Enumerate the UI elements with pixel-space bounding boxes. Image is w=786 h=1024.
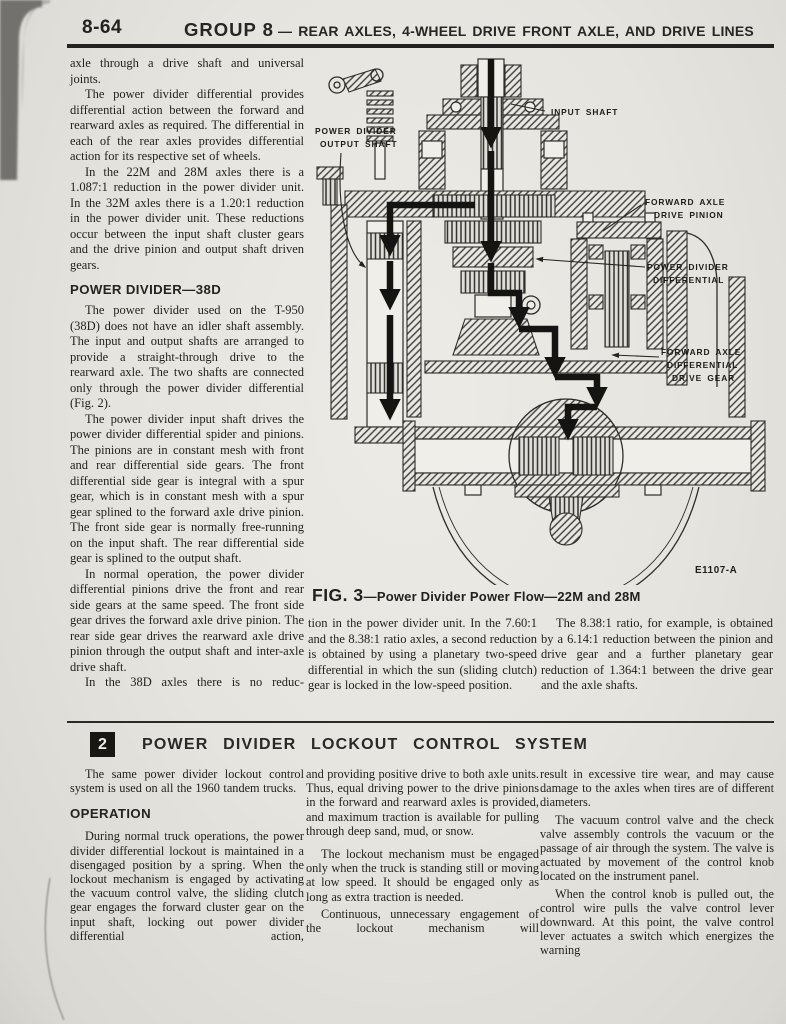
paragraph: Continuous, unnecessary engagement of the lockout mechanism will	[306, 906, 539, 936]
callout-output-shaft-line2: OUTPUT SHAFT	[320, 139, 398, 149]
section2-column-2	[306, 767, 539, 935]
left-column	[70, 56, 304, 691]
paragraph: When the control knob is pulled out, the control wire pulls the valve control lever downward. At this point, the valve control lever actuates a switch which energizes the warning	[540, 886, 774, 958]
below-figure-right-column	[541, 616, 773, 694]
header-group-subject: — REAR AXLES, 4-WHEEL DRIVE FRONT AXLE, AND DRIVE LINES	[277, 23, 754, 39]
forward-axle-differential	[403, 399, 765, 585]
page-number: 8-64	[82, 17, 123, 38]
scan-corner-shadow	[0, 0, 50, 180]
paragraph: In normal operation, the power divider differential pinions drive the front and rear side gears at the same speed. The front side gear drives the forward axle drive pinion. The rear side gear drives the rearward axle drive pinion through the output shaft and inter-axle drive shaft.	[70, 566, 304, 674]
section-2-header	[90, 732, 588, 757]
callout-drive-pinion-line1: FORWARD AXLE	[645, 197, 726, 207]
callout-diff-drive-gear-line3: DRIVE GEAR	[672, 373, 736, 383]
paragraph: The 8.38:1 ratio, for example, is obtained by a 6.14:1 reduction between the pinion and drive gear and a further planetary gear reduction of 1.364:1 between the drive gear and the axle shafts.	[541, 616, 773, 692]
paragraph: The lockout mechanism must be engaged only when the truck is standing still or moving at low speed. It should be engaged only as long as extra traction is needed.	[306, 847, 539, 904]
subsection-heading: POWER DIVIDER—38D	[70, 282, 222, 297]
paragraph: In the 38D axles there is no reduc-	[85, 675, 304, 689]
paragraph: The power divider input shaft drives the power divider differential spider and pinions. The pinions are in constant mesh with front and rear differential side gears. The front differential side gear is integral with a spur gear, which is in constant mesh with a spur gear splined to the forward axle drive pinion. The front side gear is normally free-running on the input shaft. The rear differential side gear is splined to the output shaft.	[70, 411, 304, 565]
callout-output-shaft-line1: POWER DIVIDER	[315, 126, 397, 136]
section-divider-rule	[67, 721, 774, 723]
callout-diff-drive-gear-line1: FORWARD AXLE	[661, 347, 742, 357]
paragraph: tion in the power divider unit. In the 7.60:1 and the 8.38:1 ratio axles, a second reduction is obtained by using a planetary two-speed differential in which the sun (sliding clutch) gear is locked in the low-speed position.	[308, 616, 537, 692]
paragraph: axle through a drive shaft and universal joints.	[70, 56, 304, 86]
callout-diff-drive-gear-line2: DIFFERENTIAL	[667, 360, 739, 370]
paragraph: The same power divider lockout control system is used on all the 1960 tandem trucks.	[70, 767, 304, 796]
paragraph: During normal truck operations, the power divider differential lockout is maintained in a disengaged position by a spring. When the lockout mechanism is engaged by activating the vacuum control valve, the sliding clutch gear engages the forward cluster gear on the input shaft, locking out power divider differential action,	[70, 829, 304, 943]
header-group-label: GROUP 8	[184, 19, 274, 40]
paragraph: result in excessive tire wear, and may cause damage to the axles when tires are of different diameters.	[540, 767, 774, 810]
below-figure-middle-column	[308, 616, 537, 694]
shift-linkage	[317, 69, 393, 205]
figure-diagram-power-divider-cross-section	[315, 55, 775, 585]
figure-number: FIG. 3	[312, 585, 364, 605]
figure-caption	[312, 585, 640, 606]
header-title	[184, 19, 754, 41]
paragraph: In the 22M and 28M axles there is a 1.087:1 reduction in the power divider unit. In the 32M axles there is a 1.20:1 reduction in the power divider unit. These reductions occur between the input shaft cluster gears and the drive pinion and output shaft driven gears.	[70, 164, 304, 272]
paragraph: and providing positive drive to both axle units. Thus, equal driving power to the drive pinions in the forward and rearward axles is provided, and maximum traction is available for pulling through deep sand, mud, or snow.	[306, 767, 539, 838]
paragraph: The power divider differential provides differential action between the forward and rearward axles as required. The differential in each of the rear axles provides differential action for its respective set of wheels.	[70, 87, 304, 163]
callout-differential-line1: POWER DIVIDER	[647, 262, 729, 272]
header-rule	[67, 44, 774, 48]
section-number-badge: 2	[90, 732, 115, 757]
paragraph: The vacuum control valve and the check valve assembly controls the vacuum or the passage of air through the system. The valve is actuated by movement of the control knob located on the instrument panel.	[540, 812, 774, 884]
callout-differential-line2: DIFFERENTIAL	[653, 275, 725, 285]
callout-drive-pinion-line2: DRIVE PINION	[654, 210, 724, 220]
section2-column-1	[70, 767, 304, 943]
figure-caption-text: —Power Divider Power Flow—22M and 28M	[363, 589, 641, 604]
subsection-heading: OPERATION	[70, 806, 152, 822]
section2-column-3	[540, 767, 774, 958]
callout-input-shaft: INPUT SHAFT	[551, 107, 619, 117]
paragraph: The power divider used on the T-950 (38D) does not have an idler shaft assembly. The input and output shafts are arranged to provide a straight-through drive to the rearward axle. The two shafts are connected only through the power divider differential (Fig. 2).	[70, 303, 304, 410]
figure-id-code: E1107-A	[695, 565, 738, 576]
section-title: POWER DIVIDER LOCKOUT CONTROL SYSTEM	[142, 736, 589, 753]
